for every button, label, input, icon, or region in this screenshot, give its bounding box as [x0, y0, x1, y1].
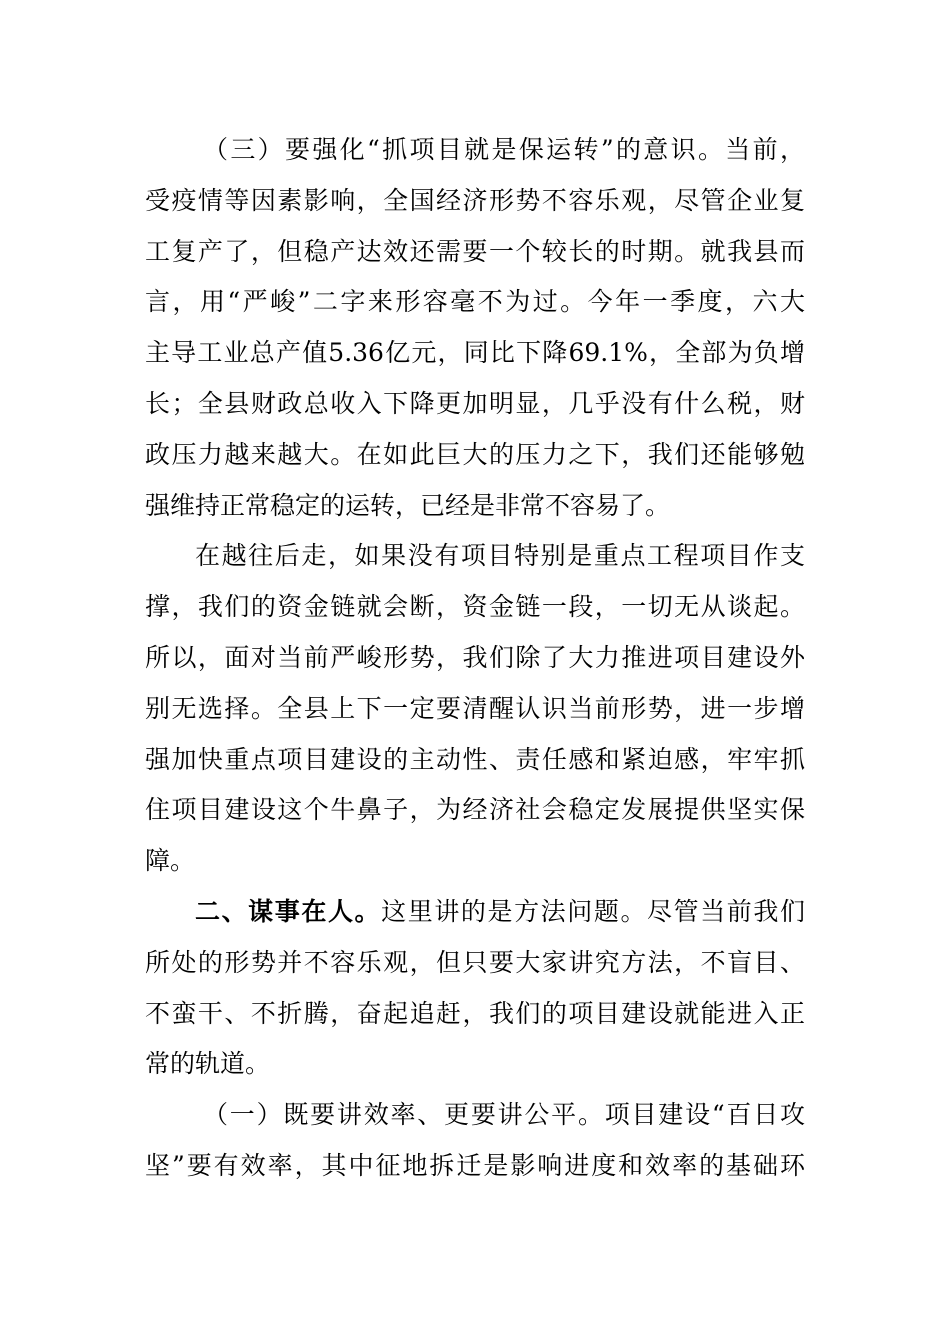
paragraph-1 [145, 125, 805, 531]
text-line: 政压力越来越大。在如此巨大的压力之下，我们还能够勉 [145, 439, 805, 469]
text-line: 强加快重点项目建设的主动性、责任感和紧迫感，牢牢抓 [145, 744, 805, 774]
text-line: 所以，面对当前严峻形势，我们除了大力推进项目建设外 [145, 642, 805, 672]
text-line: 受疫情等因素影响，全国经济形势不容乐观，尽管企业复 [145, 185, 805, 215]
text-line: 所处的形势并不容乐观，但只要大家讲究方法，不盲目、 [145, 947, 805, 977]
text-line: 长；全县财政总收入下降更加明显，几乎没有什么税，财 [145, 388, 805, 418]
text-line: 在越往后走，如果没有项目特别是重点工程项目作支 [195, 541, 805, 571]
section-heading: 二、谋事在人。 [195, 896, 382, 926]
text-line: 不蛮干、不折腾，奋起追赶，我们的项目建设就能进入正 [145, 998, 805, 1028]
text-line: 障。 [145, 846, 196, 876]
text-line: 工复产了，但稳产达效还需要一个较长的时期。就我县而 [145, 236, 805, 266]
text-line: （一）既要讲效率、更要讲公平。项目建设“百日攻 [203, 1100, 805, 1130]
text-line: 别无选择。全县上下一定要清醒认识当前形势，进一步增 [145, 693, 805, 723]
text-line: 言，用“严峻”二字来形容毫不为过。今年一季度，六大 [145, 287, 805, 317]
document-page [145, 125, 805, 1192]
text-line: 撑，我们的资金链就会断，资金链一段，一切无从谈起。 [145, 592, 805, 622]
text-line: 坚”要有效率，其中征地拆迁是影响进度和效率的基础环 [145, 1150, 805, 1180]
paragraph-2 [145, 531, 805, 887]
text-line: 主导工业总产值5.36亿元，同比下降69.1%，全部为负增 [145, 338, 805, 368]
text-line: （三）要强化“抓项目就是保运转”的意识。当前， [203, 135, 805, 164]
paragraph-4 [145, 1090, 805, 1192]
text-line: 常的轨道。 [145, 1049, 271, 1079]
paragraph-3 [145, 887, 805, 1090]
text-span: 这里讲的是方法问题。尽管当前我们 [381, 896, 805, 926]
text-line: 住项目建设这个牛鼻子，为经济社会稳定发展提供坚实保 [145, 795, 805, 825]
text-line: 强维持正常稳定的运转，已经是非常不容易了。 [145, 490, 671, 520]
text-line [145, 887, 805, 938]
